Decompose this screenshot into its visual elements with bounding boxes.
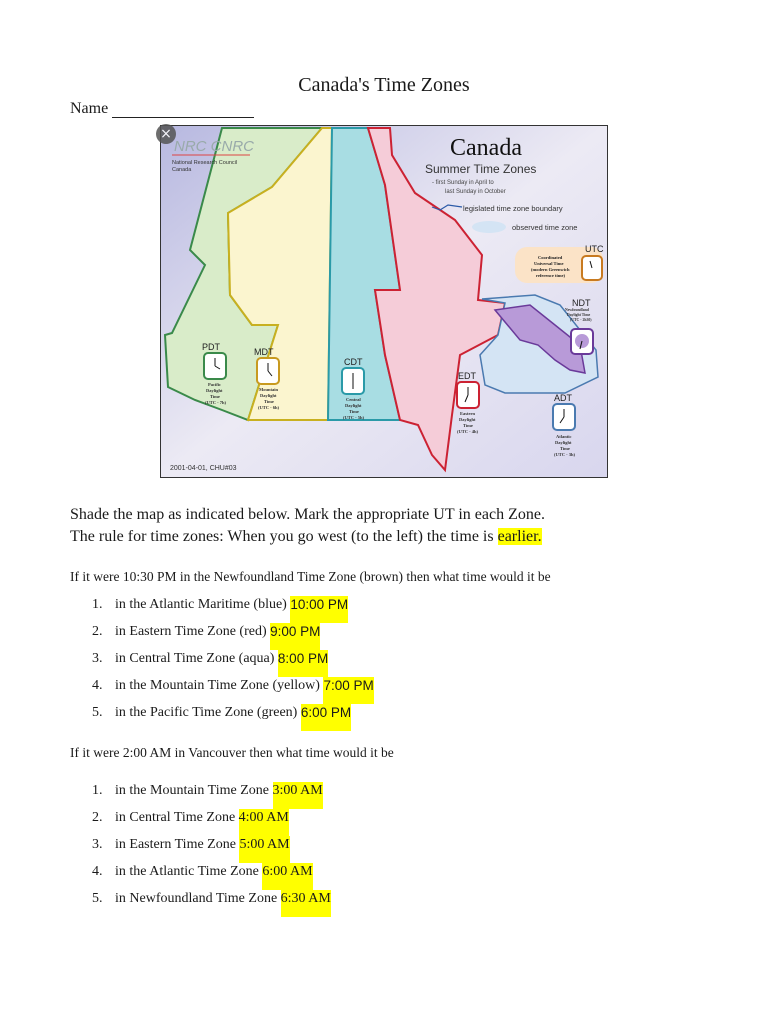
svg-text:Canada: Canada [172, 167, 192, 173]
svg-text:Universal Time: Universal Time [534, 261, 564, 266]
svg-text:Newfoundland: Newfoundland [565, 308, 589, 312]
svg-text:EDT: EDT [458, 371, 476, 381]
svg-text:MDT: MDT [254, 347, 274, 357]
svg-text:observed time zone: observed time zone [512, 223, 578, 232]
svg-text:PDT: PDT [202, 342, 220, 352]
list-item: 2. in Eastern Time Zone (red) 9:00 PM [92, 623, 374, 650]
svg-text:Time: Time [264, 399, 274, 404]
answer-highlight: 7:00 PM [323, 677, 373, 704]
svg-text:Central: Central [346, 397, 361, 402]
svg-text:Daylight: Daylight [555, 440, 572, 445]
name-field [70, 100, 254, 118]
question-2-prompt: If it were 2:00 AM in Vancouver then what time would it be [70, 745, 394, 760]
svg-text:Daylight: Daylight [345, 403, 362, 408]
question-2-answers [92, 782, 331, 917]
list-item: 5. in Newfoundland Time Zone 6:30 AM [92, 890, 331, 917]
answer-highlight: 6:00 AM [262, 863, 312, 890]
svg-text:Coordinated: Coordinated [538, 255, 563, 260]
svg-text:Time: Time [560, 446, 570, 451]
svg-text:National Research Council: National Research Council [172, 160, 238, 166]
svg-text:(UTC - 5h): (UTC - 5h) [343, 415, 364, 420]
list-item: 2. in Central Time Zone 4:00 AM [92, 809, 331, 836]
list-item: 1. in the Atlantic Maritime (blue) 10:00 PM [92, 596, 374, 623]
svg-text:reference time): reference time) [536, 273, 565, 278]
svg-text:(UTC - 6h): (UTC - 6h) [258, 405, 279, 410]
answer-highlight: 4:00 AM [239, 809, 289, 836]
svg-text:Daylight: Daylight [260, 393, 277, 398]
name-blank-line[interactable] [112, 101, 254, 118]
svg-text:last Sunday in October: last Sunday in October [445, 189, 506, 195]
svg-text:Eastern: Eastern [460, 411, 475, 416]
svg-text:Pacific: Pacific [208, 382, 221, 387]
canada-time-zone-map [160, 125, 608, 478]
question-1-prompt: If it were 10:30 PM in the Newfoundland Time Zone (brown) then what time would it be [70, 569, 551, 584]
answer-highlight: 5:00 AM [239, 836, 289, 863]
answer-highlight: 3:00 AM [273, 782, 323, 809]
svg-text:Daylight: Daylight [206, 388, 223, 393]
nrc-logo: NRC CNRC [174, 138, 254, 155]
question-1-answers [92, 596, 374, 731]
svg-text:Time: Time [210, 394, 220, 399]
instructions: Shade the map as indicated below. Mark the appropriate UT in each Zone. The rule for time zones: When you go west (to the left) the time is earlier. [70, 506, 545, 545]
legend-observed-icon [472, 221, 506, 233]
svg-text:Mountain: Mountain [259, 387, 279, 392]
svg-text:legislated time zone boundary: legislated time zone boundary [463, 204, 563, 213]
svg-text:CDT: CDT [344, 357, 363, 367]
map-footer: 2001-04-01, CHU#03 [170, 465, 237, 472]
svg-text:Daylight Time: Daylight Time [567, 313, 591, 317]
svg-text:Summer Time Zones: Summer Time Zones [425, 162, 537, 176]
map-country-title: Canada [450, 135, 522, 161]
svg-text:(UTC - 4h): (UTC - 4h) [457, 429, 478, 434]
svg-text:(UTC - 7h): (UTC - 7h) [205, 400, 226, 405]
list-item: 3. in Eastern Time Zone 5:00 AM [92, 836, 331, 863]
list-item: 4. in the Atlantic Time Zone 6:00 AM [92, 863, 331, 890]
answer-highlight: 6:30 AM [281, 890, 331, 917]
list-item: 5. in the Pacific Time Zone (green) 6:00 PM [92, 704, 374, 731]
svg-text:NDT: NDT [572, 298, 591, 308]
answer-highlight: 6:00 PM [301, 704, 351, 731]
svg-text:Time: Time [463, 423, 473, 428]
svg-text:ADT: ADT [554, 393, 572, 403]
name-label: Name [70, 100, 109, 117]
page-title: Canada's Time Zones [298, 74, 470, 96]
close-icon[interactable]: × [156, 124, 176, 144]
svg-text:Time: Time [349, 409, 359, 414]
answer-highlight: 9:00 PM [270, 623, 320, 650]
svg-text:(modern Greenwich: (modern Greenwich [531, 267, 570, 272]
answer-highlight: 10:00 PM [290, 596, 348, 623]
svg-text:Daylight: Daylight [459, 417, 476, 422]
list-item: 3. in Central Time Zone (aqua) 8:00 PM [92, 650, 374, 677]
svg-text:Atlantic: Atlantic [556, 434, 572, 439]
svg-text:- first Sunday in April to: - first Sunday in April to [432, 180, 494, 186]
list-item: 1. in the Mountain Time Zone 3:00 AM [92, 782, 331, 809]
list-item: 4. in the Mountain Time Zone (yellow) 7:00 PM [92, 677, 374, 704]
svg-text:(UTC - 3h): (UTC - 3h) [554, 452, 575, 457]
answer-highlight: 8:00 PM [278, 650, 328, 677]
highlight-earlier: earlier. [497, 528, 542, 545]
svg-text:UTC: UTC [585, 244, 604, 254]
svg-text:(UTC - 2h30): (UTC - 2h30) [570, 318, 592, 322]
